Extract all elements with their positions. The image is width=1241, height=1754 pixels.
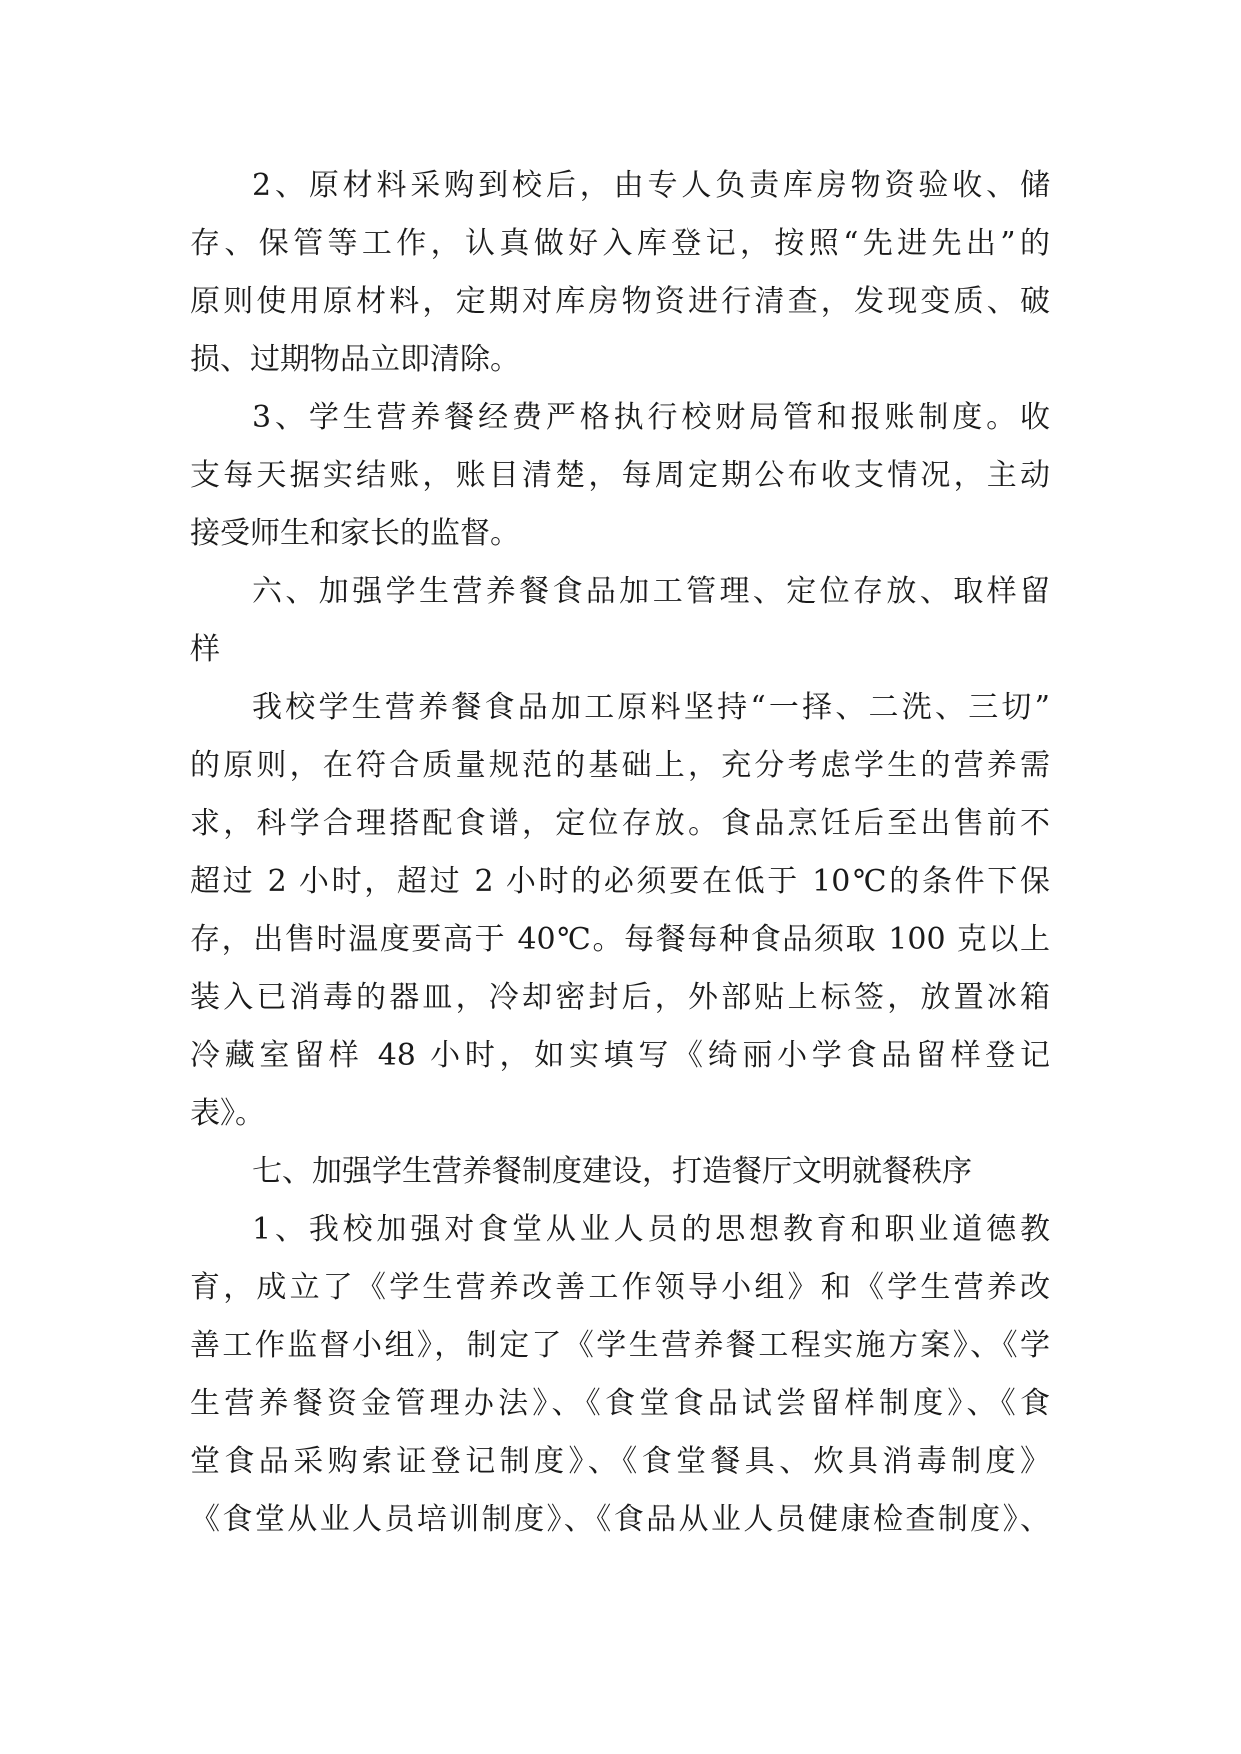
text-line: 善工作监督小组》，制定了《学生营养餐工程实施方案》、《学 [190,1328,1050,1363]
text-line: 样 [190,632,220,667]
text-line: 存、保管等工作，认真做好入库登记，按照“先进先出”的 [190,226,1050,261]
text-line: 堂食品采购索证登记制度》、《食堂餐具、炊具消毒制度》 [190,1444,1050,1479]
text-line: 原则使用原材料，定期对库房物资进行清查，发现变质、破 [190,284,1050,319]
text-line: 生营养餐资金管理办法》、《食堂食品试尝留样制度》、《食 [190,1386,1050,1421]
text-line: 装入已消毒的器皿，冷却密封后，外部贴上标签，放置冰箱 [190,980,1050,1015]
text-line: 存，出售时温度要高于 40℃。每餐每种食品须取 100 克以上 [190,922,1050,957]
text-line: 3、学生营养餐经费严格执行校财局管和报账制度。收 [252,400,1050,435]
text-line: 七、加强学生营养餐制度建设，打造餐厅文明就餐秩序 [252,1154,972,1189]
text-line: 2、原材料采购到校后，由专人负责库房物资验收、储 [252,168,1050,203]
text-line: 的原则，在符合质量规范的基础上，充分考虑学生的营养需 [190,748,1050,783]
text-line: 1、我校加强对食堂从业人员的思想教育和职业道德教 [252,1212,1050,1247]
text-line: 超过 2 小时，超过 2 小时的必须要在低于 10℃的条件下保 [190,864,1050,899]
text-line: 损、过期物品立即清除。 [190,342,520,377]
text-line: 我校学生营养餐食品加工原料坚持“一择、二洗、三切” [252,690,1050,725]
text-line: 支每天据实结账，账目清楚，每周定期公布收支情况，主动 [190,458,1050,493]
document-body [190,157,1050,1549]
text-line: 育，成立了《学生营养改善工作领导小组》和《学生营养改 [190,1270,1050,1305]
text-line: 冷藏室留样 48 小时，如实填写《绮丽小学食品留样登记 [190,1038,1050,1073]
text-line: 求，科学合理搭配食谱，定位存放。食品烹饪后至出售前不 [190,806,1050,841]
text-line: 接受师生和家长的监督。 [190,516,520,551]
text-line: 《食堂从业人员培训制度》、《食品从业人员健康检查制度》、 [190,1502,1050,1537]
text-line: 表》。 [190,1096,265,1131]
text-line: 六、加强学生营养餐食品加工管理、定位存放、取样留 [252,574,1050,609]
